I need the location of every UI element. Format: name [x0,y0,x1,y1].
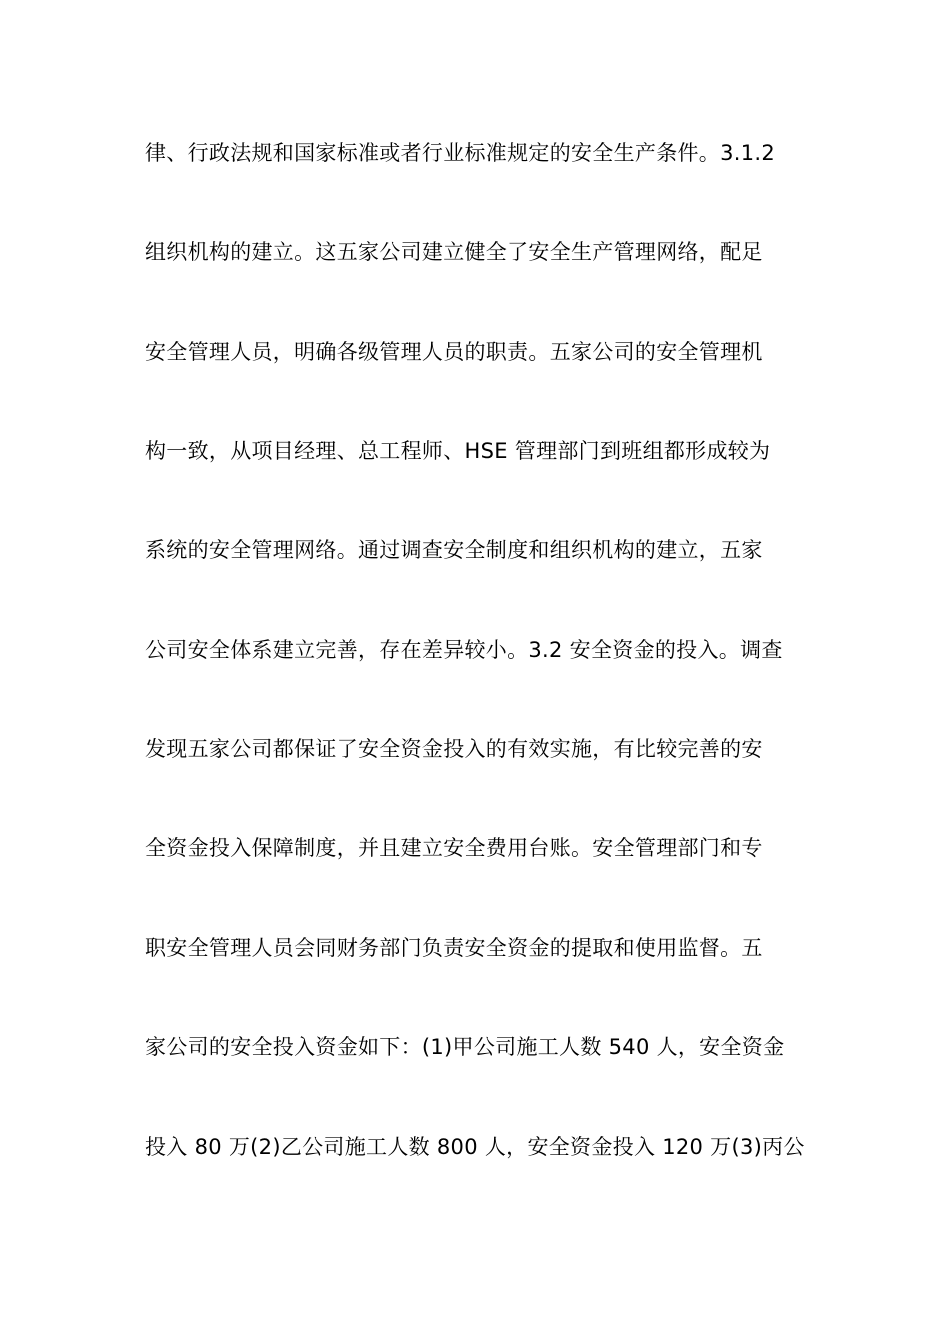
text-line: 构一致，从项目经理、总工程师、HSE 管理部门到班组都形成较为 [145,439,771,463]
text-line: 安全管理人员，明确各级管理人员的职责。五家公司的安全管理机 [145,340,763,364]
text-line: 系统的安全管理网络。通过调查安全制度和组织机构的建立，五家 [145,538,763,562]
text-line: 家公司的安全投入资金如下：(1)甲公司施工人数 540 人，安全资金 [145,1035,785,1059]
text-line: 全资金投入保障制度，并且建立安全费用台账。安全管理部门和专 [145,836,763,860]
text-line: 律、行政法规和国家标准或者行业标准规定的安全生产条件。3.1.2 [145,141,776,165]
text-line: 职安全管理人员会同财务部门负责安全资金的提取和使用监督。五 [145,936,763,960]
text-line: 组织机构的建立。这五家公司建立健全了安全生产管理网络，配足 [145,240,763,264]
text-line: 公司安全体系建立完善，存在差异较小。3.2 安全资金的投入。调查 [145,638,783,662]
text-line: 投入 80 万(2)乙公司施工人数 800 人，安全资金投入 120 万(3)丙公 [145,1135,805,1159]
text-line: 发现五家公司都保证了安全资金投入的有效实施，有比较完善的安 [145,737,763,761]
